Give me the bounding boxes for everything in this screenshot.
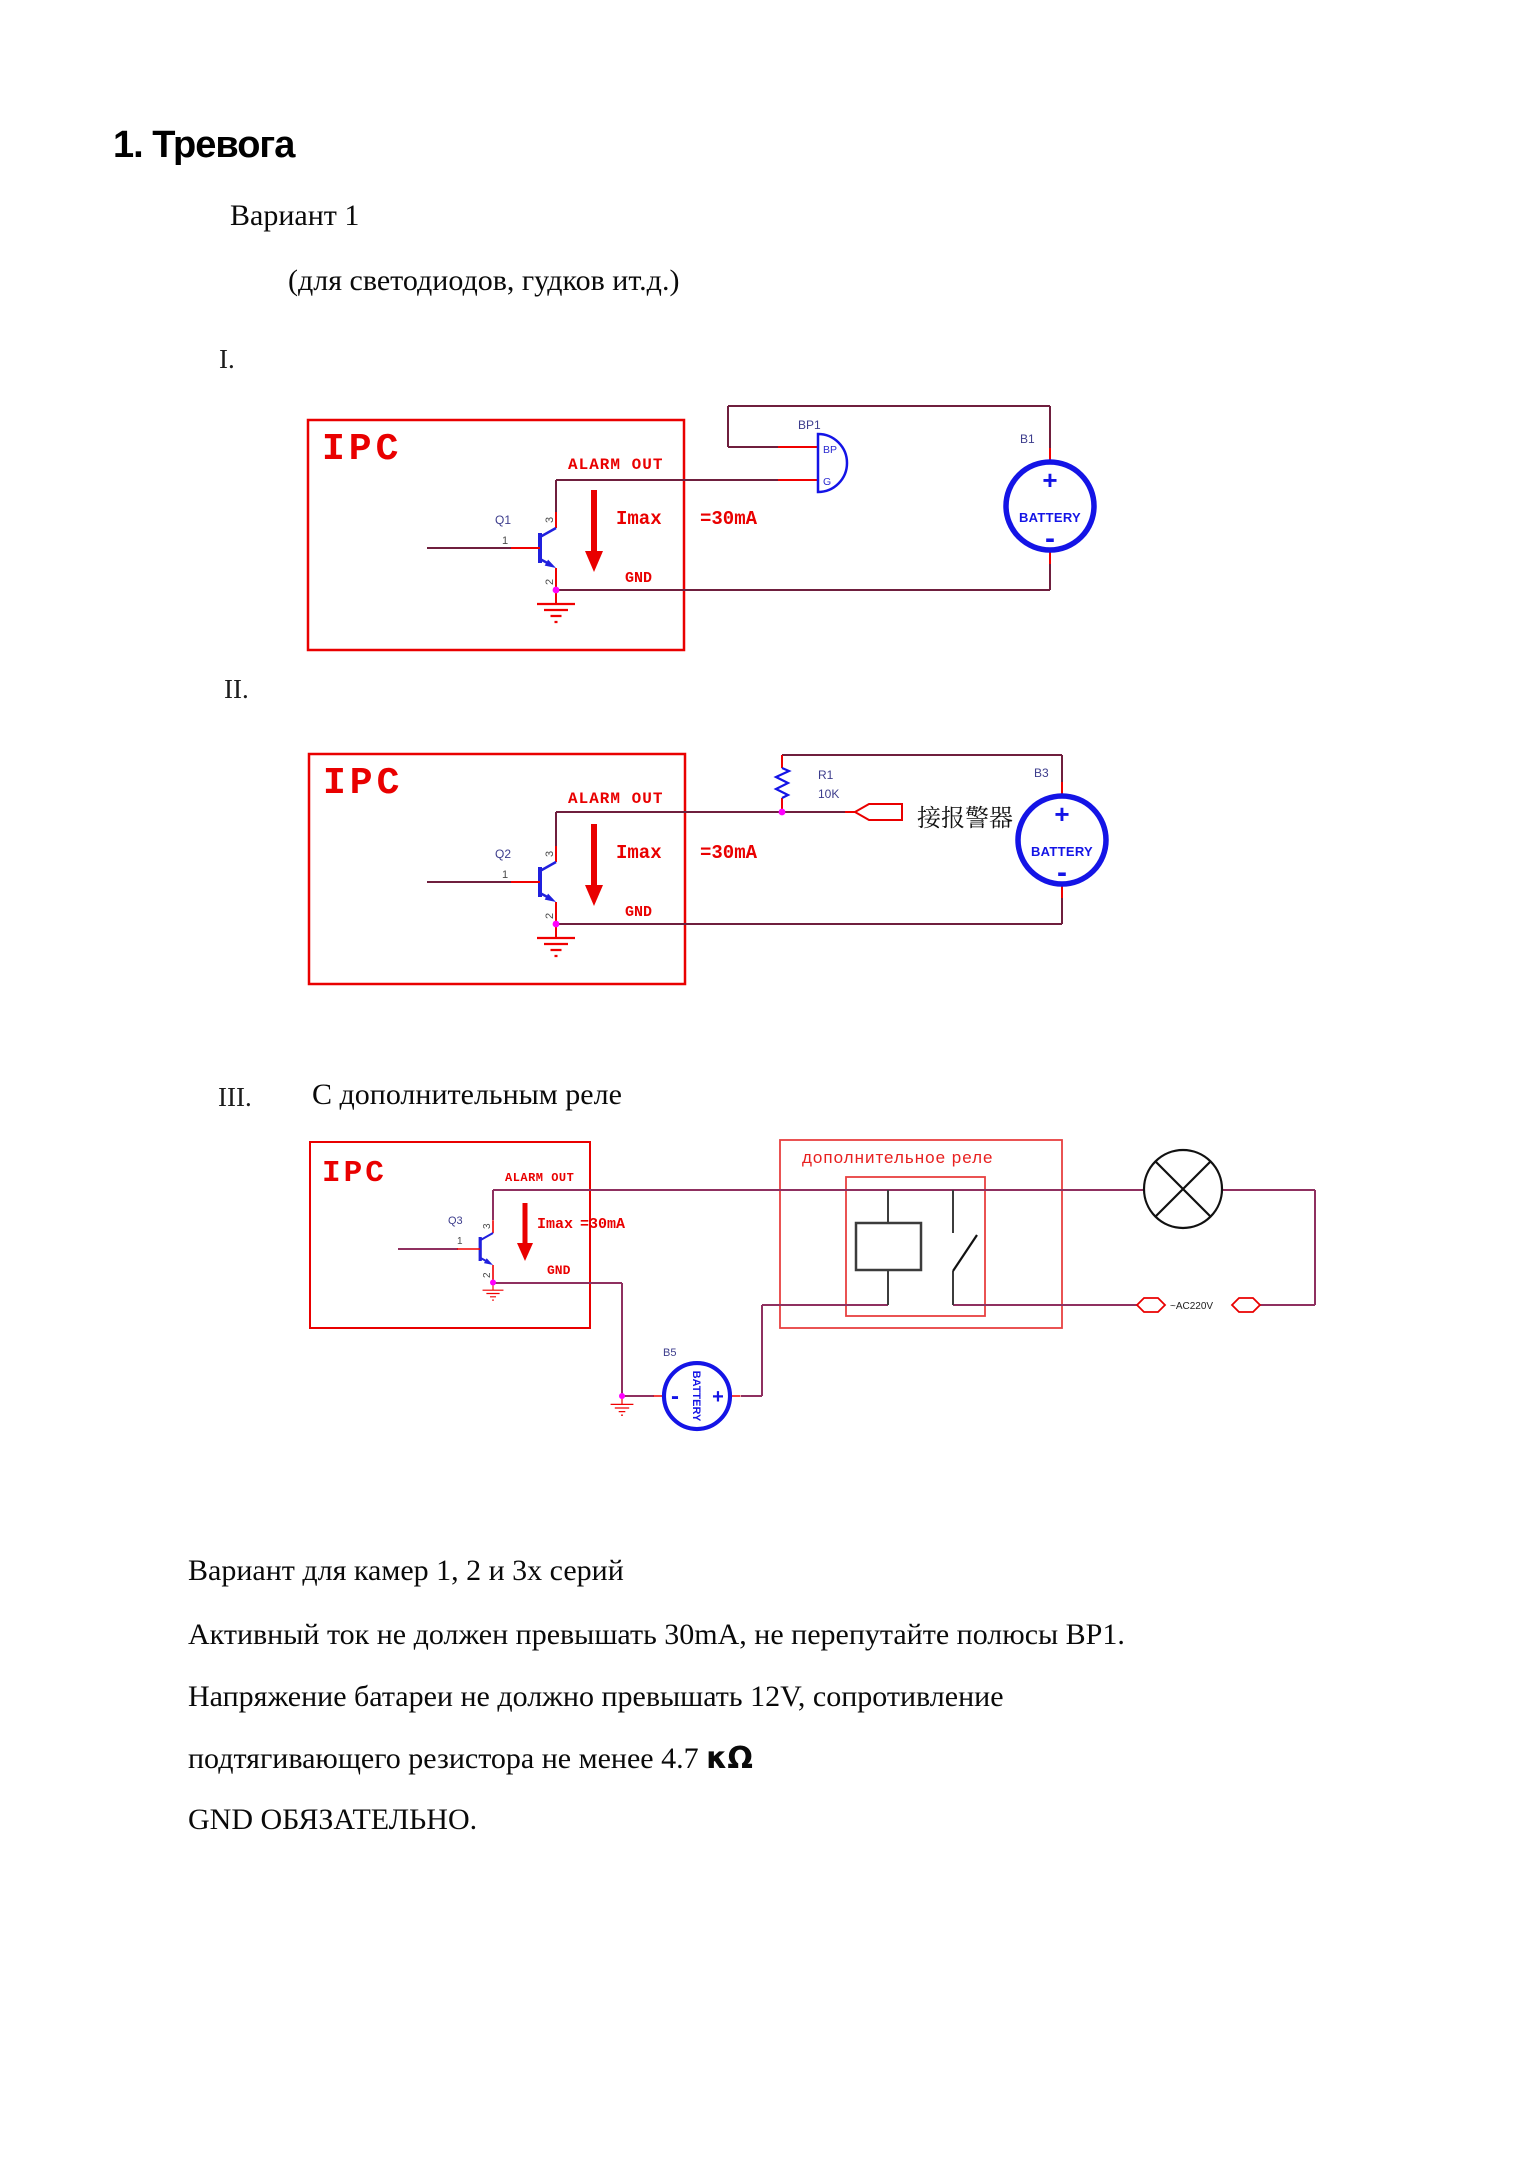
c3-battery-plus: +	[712, 1386, 724, 1408]
c2-battery-minus: -	[1057, 856, 1067, 889]
c3-imax-value: =30mA	[580, 1216, 626, 1233]
c3-alarm-out-label: ALARM OUT	[505, 1171, 575, 1185]
note-line-4-text: подтягивающего резистора не менее 4.7	[188, 1742, 707, 1775]
wires-1	[427, 406, 1050, 590]
note-line-1: Вариант для камер 1, 2 и 3х серий	[188, 1554, 624, 1587]
junction-dot-1	[553, 587, 560, 594]
c3-pin3: 3	[482, 1223, 493, 1229]
junction-dot-2b	[779, 809, 786, 816]
c2-imax-value: =30mA	[700, 842, 758, 864]
imax-arrowhead-2	[585, 885, 603, 906]
c1-battery-label: BATTERY	[1018, 510, 1082, 525]
c1-gnd-label: GND	[625, 570, 653, 587]
relay-switch-blade	[953, 1235, 977, 1271]
c2-alarm-out-label: ALARM OUT	[568, 790, 664, 808]
c1-battery-ref: B1	[1020, 432, 1035, 446]
c2-gnd-label: GND	[625, 904, 653, 921]
c2-imax-label: Imax	[616, 842, 662, 864]
c3-pin1: 1	[457, 1236, 463, 1247]
imax-arrowhead-1	[585, 551, 603, 572]
ground-1	[537, 590, 575, 622]
circuit-1	[308, 406, 1094, 650]
imax-arrowhead-3	[517, 1243, 533, 1261]
buzzer-stubs-1	[778, 447, 818, 480]
c3-battery-minus: -	[671, 1383, 679, 1410]
c2-battery-plus: +	[1054, 799, 1070, 829]
c2-resistor-value: 10K	[818, 787, 840, 801]
c1-pin2: 2	[544, 578, 556, 585]
c2-pin3: 3	[544, 850, 556, 857]
c1-ipc-label: IPC	[322, 428, 403, 471]
c1-battery-plus: +	[1042, 465, 1058, 495]
c3-battery-ref: B5	[663, 1347, 677, 1359]
circuit-2	[309, 754, 1106, 984]
note-line-4	[188, 1741, 753, 1777]
c1-alarm-out-label: ALARM OUT	[568, 456, 664, 474]
c1-imax-label: Imax	[616, 508, 662, 530]
c2-transistor-ref: Q2	[495, 847, 512, 861]
c1-pin3: 3	[544, 516, 556, 523]
section-2-numeral: II.	[224, 674, 249, 704]
c2-pin1: 1	[502, 869, 509, 881]
resistor-r1	[776, 768, 789, 798]
ground-2	[537, 924, 575, 956]
page-title: 1. Тревога	[113, 124, 295, 166]
note-line-4-unit: κΩ	[706, 1741, 753, 1776]
c3-battery-label: BATTERY	[690, 1370, 702, 1422]
junction-dot-3b	[619, 1393, 625, 1399]
note-line-5: GND ОБЯЗАТЕЛЬНО.	[188, 1803, 478, 1836]
c2-battery-label: BATTERY	[1030, 844, 1094, 859]
relay-coil	[856, 1223, 921, 1270]
c1-transistor-ref: Q1	[495, 513, 512, 527]
c3-ipc-label: IPC	[322, 1156, 387, 1191]
junction-dot-2a	[553, 921, 560, 928]
section-3-numeral: III.	[218, 1082, 252, 1112]
note-line-2: Активный ток не должен превышать 30mA, не перепутайте полюсы BP1.	[188, 1618, 1125, 1651]
c1-battery-minus: -	[1045, 522, 1055, 555]
c1-buzzer-ref: BP1	[798, 418, 821, 432]
red-stubs-2	[782, 755, 855, 812]
c1-buzzer-pin-bottom: G	[823, 476, 832, 488]
c1-pin1: 1	[502, 535, 509, 547]
c3-transistor-ref: Q3	[448, 1215, 463, 1227]
c3-ac-label: ~AC220V	[1170, 1301, 1214, 1312]
c3-imax-label: Imax	[537, 1216, 574, 1233]
c2-resistor-ref: R1	[818, 768, 834, 782]
circuit-3	[310, 1140, 1315, 1429]
alarm-connector-flag	[855, 804, 902, 820]
c1-buzzer-pin-top: BP	[823, 444, 838, 456]
c2-alarm-device-note: 接报警器	[917, 805, 1013, 832]
c2-pin2: 2	[544, 912, 556, 919]
c3-pin2: 2	[482, 1272, 493, 1278]
junction-dot-3a	[490, 1280, 496, 1286]
section-1-numeral: I.	[219, 344, 235, 374]
ac-terminal-left	[1137, 1298, 1165, 1312]
section-3-title: С дополнительным реле	[312, 1078, 622, 1111]
c3-relay-title: дополнительное реле	[802, 1148, 994, 1167]
note-line-3: Напряжение батареи не должно превышать 12V, сопротивление	[188, 1680, 1004, 1713]
wires-2	[427, 755, 1062, 924]
c3-gnd-label: GND	[547, 1263, 571, 1278]
c2-battery-ref: B3	[1034, 766, 1049, 780]
subtitle-note: (для светодиодов, гудков ит.д.)	[288, 264, 680, 297]
c1-imax-value: =30mA	[700, 508, 758, 530]
subtitle: Вариант 1	[230, 199, 360, 232]
ac-terminal-right	[1232, 1298, 1260, 1312]
c2-ipc-label: IPC	[323, 762, 404, 805]
